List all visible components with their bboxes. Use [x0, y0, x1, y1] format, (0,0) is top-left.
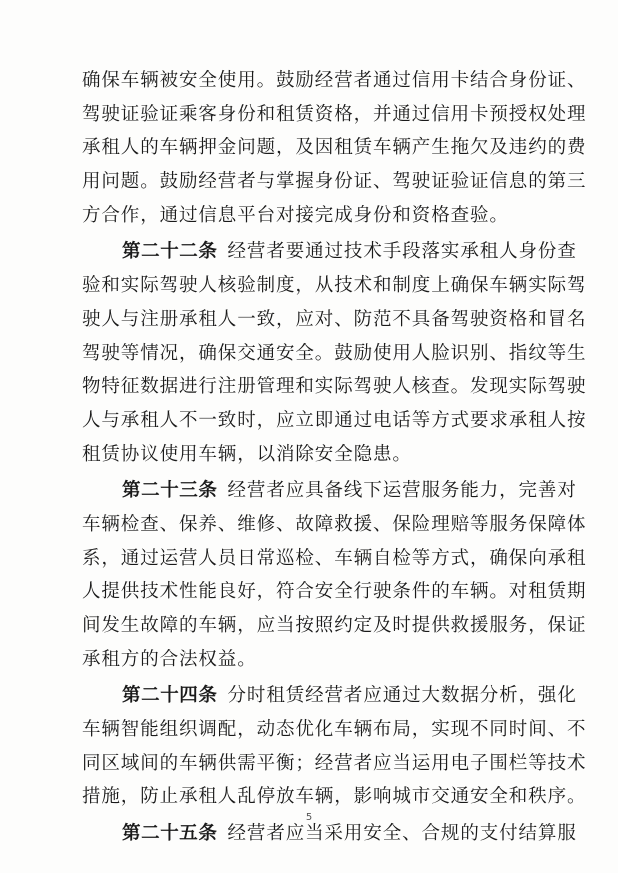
- article-number: 第二十三条: [122, 480, 218, 502]
- text-line: [82, 131, 587, 165]
- line-text: 租赁协议使用车辆，以消除安全隐患。: [82, 443, 412, 465]
- line-text: 方合作，通过信息平台对接完成身份和资格查验。: [82, 204, 509, 226]
- text-line: [82, 609, 587, 643]
- text-line: [82, 98, 587, 132]
- text-line: [82, 713, 587, 747]
- line-text: 经营者应当采用安全、合规的支付结算服: [227, 823, 577, 845]
- text-line: [82, 575, 587, 609]
- document-body: [82, 64, 587, 851]
- text-line: [82, 303, 587, 337]
- paragraph: [82, 474, 587, 676]
- line-text: 驾驶等情况，确保交通安全。鼓励使用人脸识别、指纹等生: [82, 342, 587, 364]
- text-line: [82, 643, 532, 677]
- line-text: 人提供技术性能良好，符合安全行驶条件的车辆。对租赁期: [82, 581, 587, 603]
- text-line: [82, 64, 587, 98]
- line-text: 分时租赁经营者应通过大数据分析，强化: [227, 685, 577, 707]
- text-line: [82, 165, 587, 199]
- text-line: [82, 747, 587, 781]
- line-text: 系，通过运营人员日常巡检、车辆自检等方式，确保向承租: [82, 547, 587, 569]
- article-number: 第二十二条: [122, 241, 218, 263]
- line-text: 承租方的合法权益。: [82, 648, 257, 670]
- text-line: [82, 679, 577, 713]
- line-text: 用问题。鼓励经营者与掌握身份证、驾驶证验证信息的第三: [82, 171, 587, 193]
- paragraph: [82, 64, 587, 232]
- line-text: 间发生故障的车辆，应当按照约定及时提供救援服务，保证: [82, 615, 587, 636]
- line-text: 验和实际驾驶人核验制度，从技术和制度上确保车辆实际驾: [82, 275, 587, 297]
- paragraph: [82, 679, 587, 814]
- line-text: 物特征数据进行注册管理和实际驾驶人核查。发现实际驾驶: [82, 376, 587, 398]
- article-number: 第二十四条: [122, 685, 218, 707]
- text-line: [82, 542, 587, 576]
- text-line: [82, 404, 587, 438]
- line-text: 经营者要通过技术手段落实承租人身份查: [227, 241, 577, 263]
- line-text: 同区域间的车辆供需平衡；经营者应当运用电子围栏等技术: [82, 752, 587, 774]
- text-line: [82, 780, 587, 814]
- line-text: 人与承租人不一致时，应立即通过电话等方式要求承租人按: [82, 409, 587, 431]
- text-line: [82, 199, 532, 233]
- article-number: 第二十五条: [122, 823, 218, 845]
- text-line: [82, 508, 587, 542]
- text-line: [82, 370, 587, 404]
- text-line: [82, 269, 587, 303]
- text-line: [82, 474, 577, 508]
- line-text: 驾驶证验证乘客身份和租赁资格，并通过信用卡预授权处理: [82, 103, 587, 125]
- line-text: 确保车辆被安全使用。鼓励经营者通过信用卡结合身份证、: [82, 70, 587, 91]
- text-line: [82, 235, 577, 269]
- line-text: 车辆智能组织调配，动态优化车辆布局，实现不同时间、不: [82, 719, 587, 741]
- line-text: 驶人与注册承租人一致，应对、防范不具备驾驶资格和冒名: [82, 308, 587, 330]
- line-text: 承租人的车辆押金问题，及因租赁车辆产生拖欠及违约的费: [82, 137, 587, 159]
- line-text: 经营者应具备线下运营服务能力，完善对: [227, 480, 577, 502]
- line-text: 车辆检查、保养、维修、故障救援、保险理赔等服务保障体: [82, 513, 587, 535]
- text-line: [82, 438, 532, 472]
- paragraph: [82, 235, 587, 471]
- page-number: 5: [305, 812, 313, 823]
- line-text: 措施，防止承租人乱停放车辆，影响城市交通安全和秩序。: [82, 786, 587, 808]
- text-line: [82, 337, 587, 371]
